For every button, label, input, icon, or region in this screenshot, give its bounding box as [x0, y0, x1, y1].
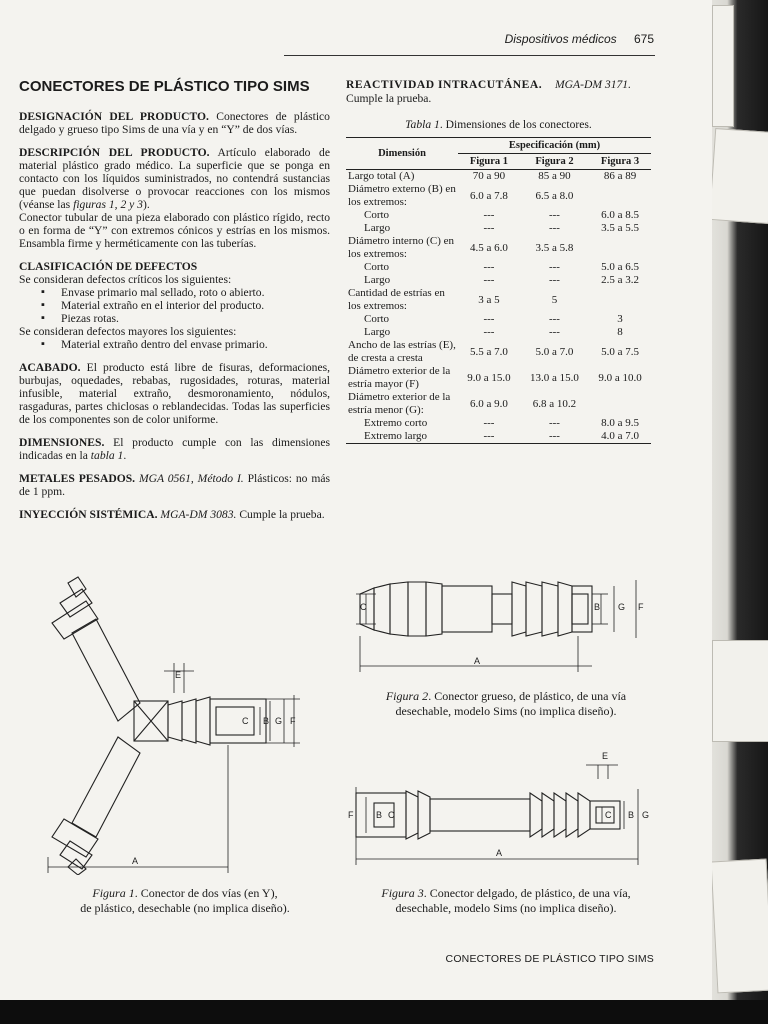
- dimensions-table: [346, 137, 651, 444]
- table-row-label: Corto: [364, 209, 390, 221]
- table-cell: [589, 391, 651, 417]
- table-header-dimension: Dimensión: [346, 138, 458, 170]
- table-cell: ---: [548, 274, 560, 286]
- table-row: [346, 391, 651, 417]
- table-col-header: Figura 3: [589, 154, 651, 170]
- table-row: [346, 365, 651, 391]
- table-cell: ---: [548, 313, 560, 325]
- table-row-label: Cantidad de estrías en los extremos:: [348, 287, 445, 312]
- table-cell: 5.0 a 7.0: [535, 345, 574, 358]
- inyeccion-text: Cumple la prueba.: [239, 508, 325, 521]
- running-header: [505, 32, 654, 46]
- table-row-label: Extremo corto: [364, 417, 428, 429]
- table-row: [346, 209, 651, 222]
- table-cell: [589, 235, 651, 261]
- table-row: [346, 274, 651, 287]
- dim-label-b: B: [263, 716, 270, 726]
- dim-label-g: G: [275, 716, 283, 726]
- metales-text: Plásticos: no más de 1 ppm.: [19, 472, 331, 498]
- table-caption: [346, 118, 651, 132]
- metales-lead: METALES PESADOS.: [19, 472, 136, 485]
- dim-label-c: C: [242, 716, 249, 726]
- figure-3-caption: [356, 886, 656, 916]
- figure-2-caption-line2: desechable, modelo Sims (no implica diseño).: [395, 704, 617, 718]
- descripcion-paragraph-2: Conector tubular de una pieza elaborado con plástico rígido, recto o en forma de “Y” con extremos cónicos y estrías en los mismos. Ensambla firme y herméticamente con las tuberías.: [19, 211, 330, 250]
- table-cell: 9.0 a 10.0: [598, 371, 642, 384]
- table-cell: ---: [548, 417, 560, 429]
- acabado-lead: ACABADO.: [19, 361, 81, 374]
- figure-2-label: Figura 2: [385, 689, 429, 703]
- figure-2-drawing: [346, 572, 666, 682]
- figure-3-caption-line1: . Conector delgado, de plástico, de una vía,: [423, 886, 631, 900]
- header-rule: [284, 55, 655, 56]
- table-cell: 6.5 a 8.0: [535, 189, 574, 202]
- table-cell: ---: [483, 430, 495, 442]
- table-caption-text: . Dimensiones de los conectores.: [439, 118, 592, 131]
- descripcion-text1-end: ).: [142, 198, 150, 211]
- table-cell: 4.0 a 7.0: [601, 430, 639, 442]
- table-cell: ---: [548, 261, 560, 273]
- dim-label-a: A: [496, 848, 503, 858]
- running-footer: CONECTORES DE PLÁSTICO TIPO SIMS: [445, 953, 654, 965]
- table-row: [346, 183, 651, 209]
- table-cell: 5.0 a 6.5: [601, 261, 639, 273]
- figure-3-drawing: [346, 745, 666, 870]
- figure-3-caption-line2: desechable, modelo Sims (no implica diseño).: [395, 901, 617, 915]
- dimension-lines: [48, 663, 300, 873]
- table-cell: 5.0 a 7.5: [601, 345, 639, 358]
- table-cell: 4.5 a 6.0: [470, 241, 508, 254]
- table-cell: [589, 183, 651, 209]
- critical-list: [19, 286, 330, 325]
- descripcion-lead: DESCRIPCIÓN DEL PRODUCTO.: [19, 146, 210, 159]
- table-cell: ---: [548, 430, 560, 442]
- table-cell: 9.0 a 15.0: [467, 371, 511, 384]
- table-cell: ---: [483, 274, 495, 286]
- dimensiones-paragraph: [19, 436, 330, 462]
- page-title: CONECTORES DE PLÁSTICO TIPO SIMS: [19, 78, 310, 95]
- clasificacion-heading: CLASIFICACIÓN DE DEFECTOS: [19, 260, 198, 273]
- designacion-paragraph: [19, 110, 330, 136]
- table-cell: ---: [483, 313, 495, 325]
- figure-1-caption-line2: de plástico, desechable (no implica diseño).: [80, 901, 290, 915]
- table-row-label: Ancho de las estrías (E), de cresta a cresta: [348, 339, 456, 364]
- table-cell: ---: [483, 417, 495, 429]
- table-cell: 5.5 a 7.0: [470, 345, 508, 358]
- table-header-spec: Especificación (mm): [458, 138, 651, 154]
- table-row: [346, 261, 651, 274]
- table-col-header: Figura 1: [458, 154, 520, 170]
- table-row-label: Corto: [364, 261, 390, 273]
- table-cell: 6.8 a 10.2: [532, 397, 577, 410]
- table-cell: ---: [548, 209, 560, 221]
- dim-label-f: F: [348, 810, 354, 820]
- dim-label-e: E: [602, 751, 609, 761]
- inyeccion-ref: MGA-DM 3083.: [160, 508, 237, 521]
- table-cell: ---: [548, 222, 560, 234]
- table-row: [346, 326, 651, 339]
- descripcion-text1: Artículo elaborado de material plástico grado médico. La superficie que se ponga en contacto con los líquidos suministrados, no contendrá sustancias que puedan disolverse o provocar reacciones con los mismos (véanse las: [19, 146, 330, 211]
- table-caption-label: Tabla 1: [405, 118, 440, 131]
- dim-label-b: B: [594, 602, 601, 612]
- table-row-label: Diámetro interno (C) en los extremos:: [348, 235, 454, 260]
- table-row-label: Largo total (A): [348, 170, 415, 182]
- metales-paragraph: [19, 472, 330, 498]
- table-row-label: Diámetro externo (B) en los extremos:: [348, 183, 456, 208]
- dim-label-b-right: B: [628, 810, 635, 820]
- critical-item: ▪ Envase primario mal sellado, roto o abierto.: [41, 286, 330, 299]
- table-cell: 86 a 89: [603, 170, 637, 182]
- table-cell: 8.0 a 9.5: [601, 417, 639, 429]
- right-column: [346, 78, 651, 444]
- table-row-label: Largo: [364, 326, 391, 338]
- table-cell: 8: [617, 326, 623, 338]
- reactividad-ref: MGA-DM 3171.: [555, 78, 631, 91]
- figure-1-label: Figura 1: [92, 886, 135, 900]
- dim-label-b: B: [376, 810, 383, 820]
- figure-1-drawing: [38, 575, 318, 875]
- table-row: [346, 417, 651, 430]
- table-col-header: Figura 2: [520, 154, 589, 170]
- table-row-label: Extremo largo: [364, 430, 428, 442]
- reactividad-lead: REACTIVIDAD INTRACUTÁNEA.: [346, 78, 543, 91]
- table-cell: 3.5 a 5.8: [535, 241, 574, 254]
- table-row-label: Diámetro exterior de la estría mayor (F): [348, 365, 451, 390]
- table-row-label: Largo: [364, 222, 391, 234]
- reactividad-text: Cumple la prueba.: [346, 92, 432, 105]
- table-row-label: Diámetro exterior de la estría menor (G):: [348, 391, 451, 416]
- dim-label-e: E: [175, 670, 182, 680]
- table-row-label: Corto: [364, 313, 390, 325]
- designacion-lead: DESIGNACIÓN DEL PRODUCTO.: [19, 110, 209, 123]
- table-cell: 6.0 a 7.8: [470, 189, 508, 202]
- acabado-paragraph: [19, 361, 330, 426]
- inyeccion-paragraph: [19, 508, 330, 521]
- figure-1-caption: [50, 886, 320, 916]
- critical-item: ▪ Material extraño en el interior del producto.: [41, 299, 330, 312]
- dimensiones-lead: DIMENSIONES.: [19, 436, 105, 449]
- dimensiones-text: El producto cumple con las dimensiones indicadas en la: [19, 436, 330, 462]
- acabado-text: El producto está libre de fisuras, deformaciones, burbujas, oquedades, rebabas, rugosidades, roturas, material infusible, material extraño, desmoronamiento, nódulos, rasgaduras, partes chiclosas o reblandecidas. Todas las superficies de los componentes son de color uniforme.: [19, 361, 330, 426]
- table-cell: ---: [483, 209, 495, 221]
- table-cell: 6.0 a 9.0: [470, 397, 508, 410]
- dim-label-f: F: [290, 716, 296, 726]
- dim-label-a: A: [474, 656, 481, 666]
- table-row-label: Largo: [364, 274, 391, 286]
- reactividad-paragraph: [346, 78, 651, 106]
- sticky-tab-3: [711, 859, 768, 994]
- table-cell: 70 a 90: [472, 170, 506, 182]
- dim-label-g: G: [642, 810, 650, 820]
- table-cell: 2.5 a 3.2: [601, 274, 639, 286]
- bottom-shadow: [0, 1000, 768, 1024]
- critical-intro: Se consideran defectos críticos los siguientes:: [19, 273, 232, 286]
- sticky-tab-2: [712, 640, 768, 742]
- table-row: [346, 170, 651, 184]
- dim-label-c-left: C: [388, 810, 395, 820]
- figure-2-caption: [356, 689, 656, 719]
- table-row: [346, 430, 651, 444]
- table-cell: ---: [483, 261, 495, 273]
- designacion-text: Conectores de plástico delgado y grueso tipo Sims de una vía y en “Y” de dos vías.: [19, 110, 330, 136]
- table-cell: ---: [483, 222, 495, 234]
- figure-1-caption-line1: . Conector de dos vías (en Y),: [134, 886, 278, 900]
- major-list: [19, 338, 330, 351]
- outlet: [168, 697, 266, 745]
- table-row: [346, 222, 651, 235]
- table-cell: 13.0 a 15.0: [530, 371, 579, 384]
- dim-label-g: G: [618, 602, 626, 612]
- table-row: [346, 235, 651, 261]
- dim-label-c-right: C: [605, 810, 612, 820]
- major-item: ▪ Material extraño dentro del envase primario.: [41, 338, 330, 351]
- clasificacion-block: [19, 260, 330, 351]
- table-cell: 5: [551, 293, 558, 306]
- table-cell: 6.0 a 8.5: [601, 209, 639, 221]
- page-number: 675: [633, 32, 654, 46]
- descripcion-figs: figuras 1, 2 y 3: [73, 198, 143, 211]
- table-row: [346, 339, 651, 365]
- table-cell: ---: [483, 326, 495, 338]
- table-cell: 85 a 90: [538, 170, 571, 182]
- critical-item: ▪ Piezas rotas.: [41, 312, 330, 325]
- major-intro: Se consideran defectos mayores los siguientes:: [19, 325, 237, 338]
- dim-label-f: F: [638, 602, 644, 612]
- dim-label-a: A: [132, 856, 139, 866]
- metales-ref: MGA 0561, Método I.: [138, 472, 244, 485]
- table-cell: [589, 287, 651, 313]
- sticky-tab-4: [712, 5, 734, 127]
- table-cell: ---: [548, 326, 560, 338]
- sticky-tab-1: [709, 128, 768, 224]
- dim-label-c: C: [360, 602, 367, 612]
- figure-2-caption-line1: . Conector grueso, de plástico, de una vía: [428, 689, 627, 703]
- table-cell: 3.5 a 5.5: [601, 222, 639, 234]
- lower-arm: [52, 737, 140, 875]
- table-row: [346, 287, 651, 313]
- dimensiones-ref: tabla 1: [90, 449, 124, 462]
- table-body: [346, 170, 651, 444]
- upper-arm: [52, 577, 140, 721]
- table-cell: 3: [617, 313, 623, 325]
- section-name: Dispositivos médicos: [504, 32, 617, 46]
- descripcion-paragraph: [19, 146, 330, 211]
- table-cell: 3 a 5: [478, 293, 500, 306]
- table-row: [346, 313, 651, 326]
- left-column: [19, 78, 330, 531]
- figure-3-label: Figura 3: [381, 886, 424, 900]
- dimensiones-end: .: [123, 449, 127, 462]
- inyeccion-lead: INYECCIÓN SISTÉMICA.: [19, 508, 158, 521]
